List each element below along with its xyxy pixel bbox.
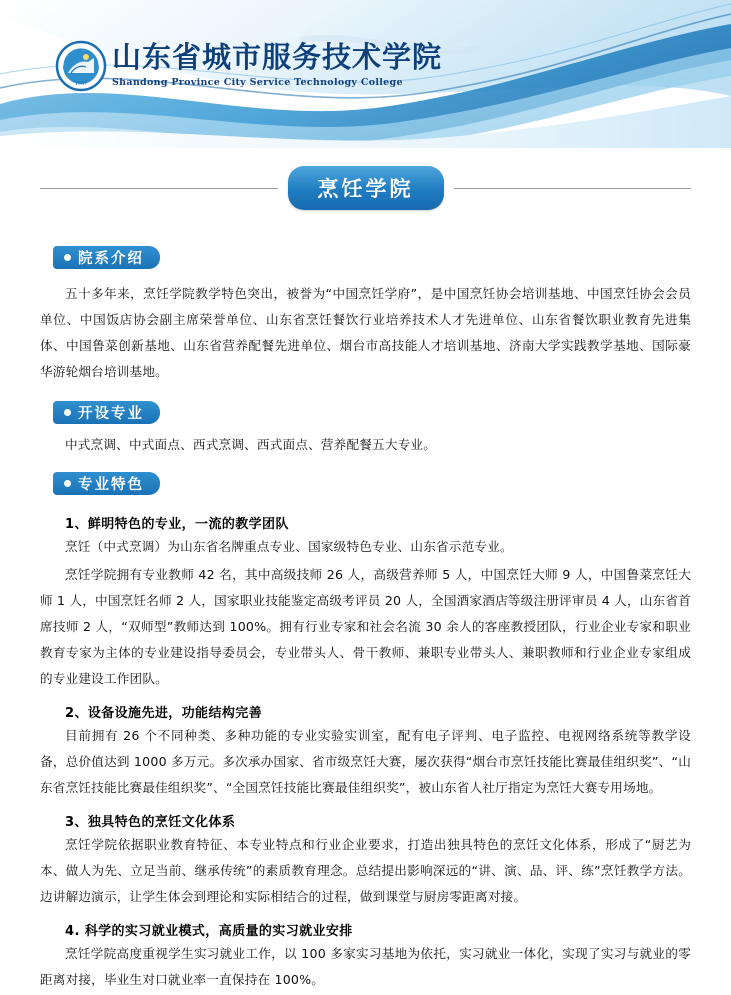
svg-text:1957: 1957 (74, 81, 88, 87)
section-heading-label: 专业特色 (78, 477, 144, 493)
section-body-introduction (40, 281, 691, 385)
bullet-dot-icon (64, 480, 71, 487)
feature-item-title: 4. 科学的实习就业模式，高质量的实习就业安排 (65, 924, 353, 939)
paragraph: 中式烹调、中式面点、西式烹调、西式面点、营养配餐五大专业。 (65, 437, 437, 452)
paragraph: 五十多年来，烹饪学院教学特色突出，被誉为“中国烹饪学府”，是中国烹饪协会培训基地、中国烹饪协会会员单位、中国饭店协会副主席荣誉单位、山东省烹饪餐饮行业培养技术人才先进单位、山东省餐饮职业教育先进集体、中国鲁菜创新基地、山东省营养配餐先进单位、烟台市高技能人才培训基地、济南大学实践教学基地、国际豪华游轮烟台培训基地。 (40, 286, 691, 379)
title-rule-left (40, 188, 278, 189)
bullet-dot-icon (64, 409, 71, 416)
section-body-majors (40, 432, 691, 458)
paragraph: 烹饪学院高度重视学生实习就业工作，以 100 多家实习基地为依托，实习就业一体化，实现了实习与就业的零距离对接，毕业生对口就业率一直保持在 100%。 (40, 946, 691, 987)
paragraph: 目前拥有 26 个不同种类、多种功能的专业实验实训室，配有电子评判、电子监控、电视网络系统等教学设备，总价值达到 1000 多万元。多次承办国家、省市级烹饪大赛，屡次获得“烟台市烹饪技能比赛最佳组织奖”、“山东省烹饪技能比赛最佳组织奖”、“全国烹饪技能比赛最佳组织奖”，被山东省人社厅指定为烹饪大赛专用场地。 (40, 728, 691, 795)
bullet-dot-icon (64, 254, 71, 261)
page-content (0, 148, 731, 995)
section-heading-introduction (53, 246, 160, 269)
school-name-en: Shandong Province City Service Technology College (112, 77, 403, 88)
section-heading-label: 院系介绍 (78, 251, 144, 267)
section-heading-majors (53, 401, 160, 424)
paragraph: 烹饪学院拥有专业教师 42 名，其中高级技师 26 人，高级营养师 5 人，中国烹饪大师 9 人，中国鲁菜烹饪大师 1 人，中国烹饪名师 2 人，国家职业技能鉴定高级考评员 20 人，全国酒家酒店等级注册评审员 4 人，山东省首席技师 2 人，“双师型”教师达到 100%。拥有行业专家和社会名流 30 余人的客座教授团队，行业企业专家和职业教育专家为主体的专业建设指导委员会，专业带头人、骨干教师、兼职专业带头人、兼职教师和行业企业专家组成的专业建设工作团队。 (40, 567, 691, 686)
document-title-row (40, 166, 691, 210)
feature-item-title: 1、鲜明特色的专业，一流的教学团队 (65, 517, 289, 532)
paragraph: 烹饪（中式烹调）为山东省名牌重点专业、国家级特色专业、山东省示范专业。 (65, 539, 513, 554)
page-title: 烹饪学院 (288, 166, 444, 210)
feature-item-title: 3、独具特色的烹饪文化体系 (65, 815, 236, 830)
title-rule-right (454, 188, 692, 189)
section-heading-features (53, 472, 160, 495)
school-name-cn: 山东省城市服务技术学院 (112, 40, 443, 74)
paragraph: 烹饪学院依据职业教育特征、本专业特点和行业企业要求，打造出独具特色的烹饪文化体系，形成了“厨艺为本、做人为先、立足当前、继承传统”的素质教育理念。总结提出影响深远的“讲、演、品、评、练”烹饪教学方法。边讲解边演示，让学生体会到理论和实际相结合的过程，做到课堂与厨房零距离对接。 (40, 837, 691, 904)
school-emblem-icon (55, 40, 107, 92)
school-name-block (112, 40, 532, 88)
feature-item-title: 2、设备设施先进，功能结构完善 (65, 706, 263, 721)
section-body-features (40, 513, 691, 993)
section-heading-label: 开设专业 (78, 406, 144, 422)
